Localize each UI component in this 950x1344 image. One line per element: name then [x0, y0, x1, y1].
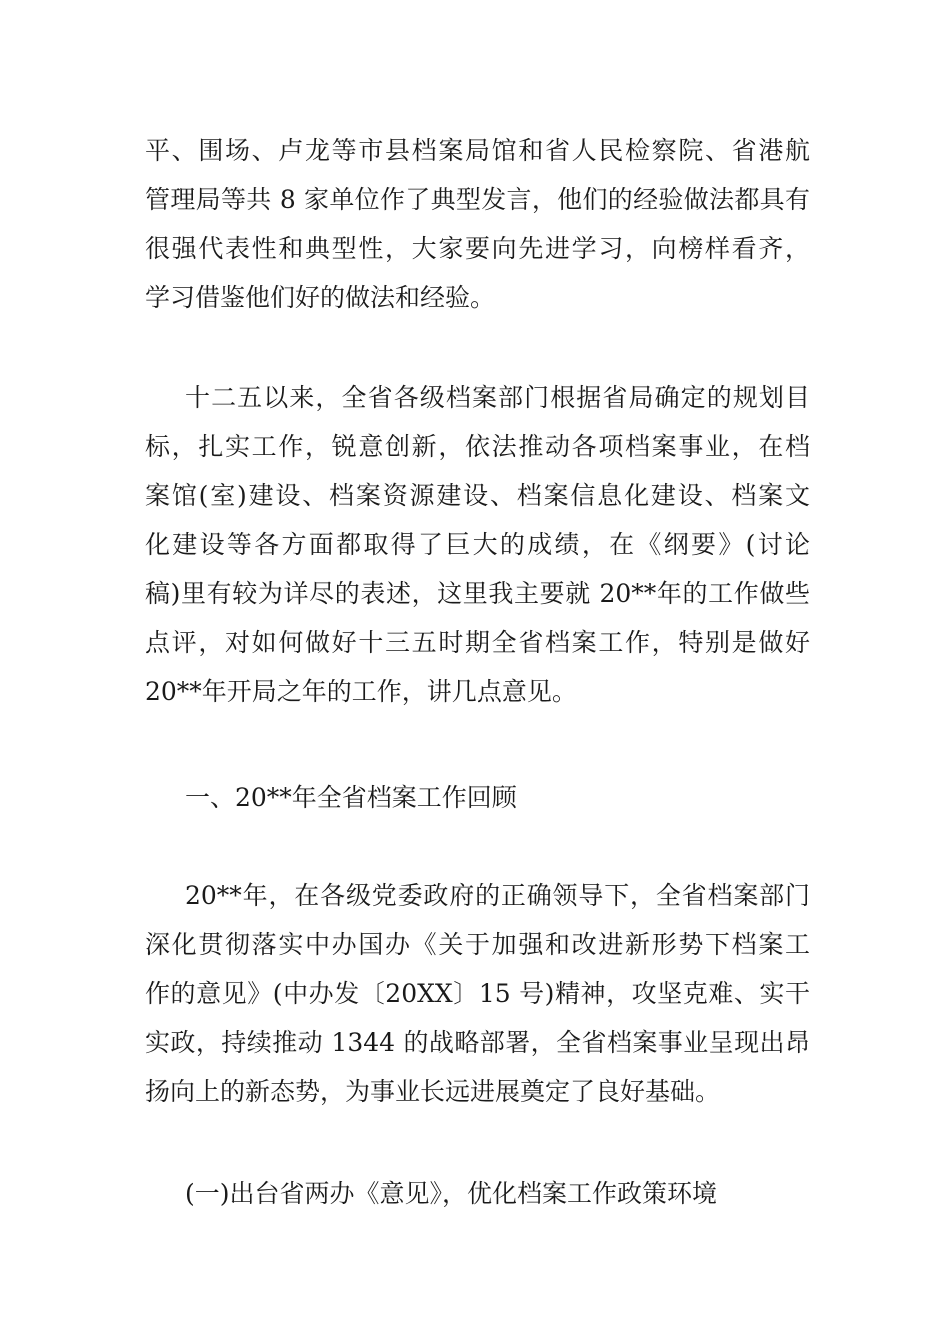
section-heading — [145, 773, 810, 822]
paragraph-line: 标，扎实工作，锐意创新，依法推动各项档案事业，在档 — [145, 432, 810, 461]
paragraph-1 — [145, 126, 810, 322]
heading-text: 一、20**年全省档案工作回顾 — [185, 783, 517, 812]
subsection-heading — [145, 1169, 810, 1218]
paragraph-line: 实政，持续推动 1344 的战略部署，全省档案事业呈现出昂 — [145, 1028, 810, 1057]
paragraph-line: 扬向上的新态势，为事业长远进展奠定了良好基础。 — [145, 1077, 721, 1106]
paragraph-line: 深化贯彻落实中办国办《关于加强和改进新形势下档案工 — [145, 930, 810, 959]
paragraph-line: 十二五以来，全省各级档案部门根据省局确定的规划目 — [185, 383, 810, 412]
paragraph-line: 20**年，在各级党委政府的正确领导下，全省档案部门 — [185, 881, 810, 910]
paragraph-line: 作的意见》(中办发〔20XX〕15 号)精神，攻坚克难、实干 — [145, 979, 810, 1008]
heading-text: (一)出台省两办《意见》，优化档案工作政策环境 — [185, 1179, 718, 1208]
paragraph-line: 管理局等共 8 家单位作了典型发言，他们的经验做法都具有 — [145, 185, 810, 214]
paragraph-line: 学习借鉴他们好的做法和经验。 — [145, 283, 496, 312]
paragraph-line: 稿)里有较为详尽的表述，这里我主要就 20**年的工作做些 — [145, 579, 810, 608]
paragraph-line: 很强代表性和典型性，大家要向先进学习，向榜样看齐， — [145, 234, 810, 263]
paragraph-2 — [145, 373, 810, 716]
paragraph-line: 平、围场、卢龙等市县档案局馆和省人民检察院、省港航 — [145, 136, 810, 165]
paragraph-line: 案馆(室)建设、档案资源建设、档案信息化建设、档案文 — [145, 481, 810, 510]
paragraph-line: 20**年开局之年的工作，讲几点意见。 — [145, 677, 577, 706]
paragraph-line: 化建设等各方面都取得了巨大的成绩，在《纲要》(讨论 — [145, 530, 810, 559]
paragraph-line: 点评，对如何做好十三五时期全省档案工作，特别是做好 — [145, 628, 810, 657]
paragraph-3 — [145, 871, 810, 1116]
